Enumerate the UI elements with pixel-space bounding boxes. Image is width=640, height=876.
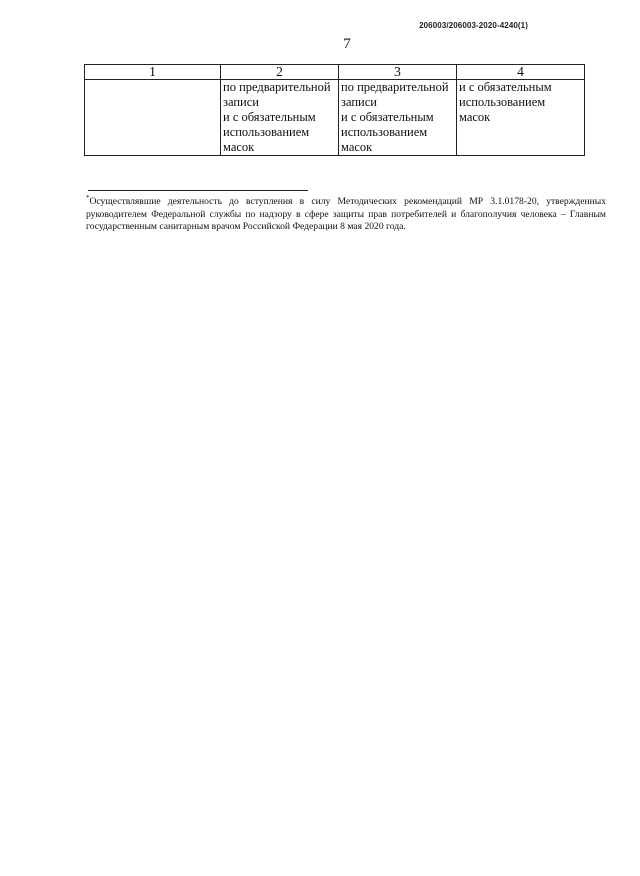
footnote-text: Осуществлявшие деятельность до вступления в силу Методических рекомендаций МР 3.1.0178-20, утвержденных руководителем Федеральной службы по надзору в сфере защиты прав потребителей и благополучия человека – Главным государственным санитарным врачом Российской Федерации 8 мая 2020 года. [86,196,606,232]
footnote-separator [88,190,308,191]
page-number: 7 [343,36,351,52]
column-number-2: 2 [221,65,339,80]
footnote-marker: * [86,194,90,202]
footnote [86,196,606,234]
table-cell: по предварительной записи и с обязательным использованием масок [339,80,457,156]
table-header-row [85,65,585,80]
continuation-table [84,64,585,156]
column-number-4: 4 [457,65,585,80]
table-cell: по предварительной записи и с обязательным использованием масок [221,80,339,156]
document-id: 206003/206003-2020-4240(1) [419,21,528,30]
column-number-1: 1 [85,65,221,80]
column-number-3: 3 [339,65,457,80]
table-row [85,80,585,156]
table-cell [85,80,221,156]
table-cell: и с обязательным использованием масок [457,80,585,156]
